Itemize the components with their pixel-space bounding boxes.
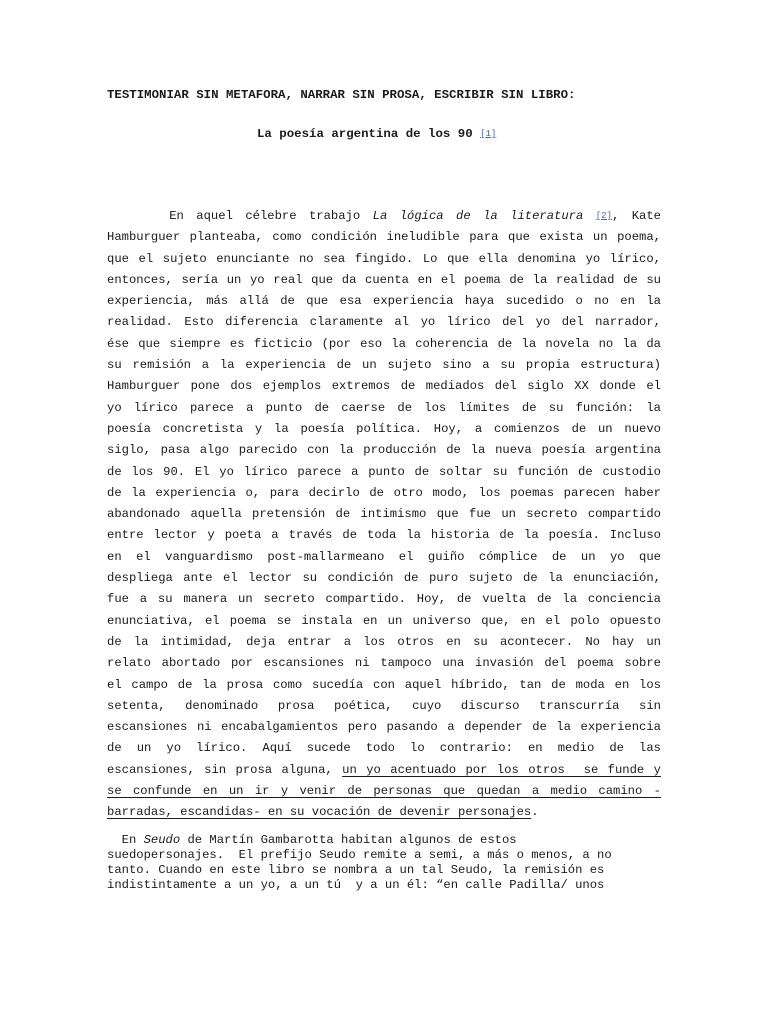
text-line: En aquel célebre trabajo La lógica de la literatura [2], Kate — [107, 209, 661, 223]
text-line — [107, 781, 661, 802]
text-line: de la intimidad, deja entrar a los otros en su acontecer. No hay un — [107, 634, 661, 649]
text-line: experiencia, más allá de que esa experiencia haya sucedido o no en la — [107, 294, 661, 309]
text-line: En Seudo de Martín Gambarotta habitan algunos de estos — [107, 833, 517, 847]
text-line: abandonado aquella pretensión de intimismo que fue un secreto compartido — [107, 507, 661, 522]
underlined-passage: se confunde en un ir y venir de personas que quedan a medio camino - — [107, 784, 661, 799]
text-line: entre lector y poeta a través de toda la historia de la poesía. Incluso — [107, 528, 661, 543]
text-line: entonces, sería un yo real que da cuenta en el poema de la realidad de su — [107, 272, 661, 287]
text-line: suedopersonajes. El prefijo Seudo remite a semi, a más o menos, a no — [107, 848, 612, 862]
document-subtitle — [257, 127, 496, 141]
text-line: Hamburguer planteaba, como condición ineludible para que exista un poema, — [107, 230, 661, 245]
document-title: TESTIMONIAR SIN METAFORA, NARRAR SIN PROSA, ESCRIBIR SIN LIBRO: — [107, 88, 576, 102]
text-line: su remisión a la experiencia de un sujeto sino a su propia estructura) — [107, 358, 661, 373]
text-line: en el vanguardismo post-mallarmeano el guiño cómplice de un yo que — [107, 549, 661, 564]
underlined-passage: barradas, escandidas- en su vocación de devenir personajes — [107, 805, 532, 820]
text-line: realidad. Esto diferencia claramente al yo lírico del yo del narrador, — [107, 315, 661, 330]
text-line: relato abortado por escansiones ni tampoco una invasión del poema sobre — [107, 656, 661, 671]
text-line: indistintamente a un yo, a un tú y a un él: “en calle Padilla/ unos — [107, 878, 605, 892]
text-line: el campo de la prosa como sucedía con aquel híbrido, tan de moda en los — [107, 677, 661, 692]
paragraph-1 — [107, 206, 661, 824]
text-line: que el sujeto enunciante no sea fingido. Lo que ella denomina yo lírico, — [107, 251, 661, 266]
subtitle-text: La poesía argentina de los 90 — [257, 127, 473, 141]
text-line: setenta, denominado prosa poética, cuyo discurso transcurría sin — [107, 698, 661, 713]
text-line: despliega ante el lector su condición de puro sujeto de la enunciación, — [107, 571, 661, 586]
text-line: poesía concretista y la poesía política. Hoy, a comienzos de un nuevo — [107, 421, 661, 436]
text-line: yo lírico parece a punto de caerse de los límites de su función: la — [107, 400, 661, 415]
book-title-italic: Seudo — [143, 833, 181, 847]
text-line: tanto. Cuando en este libro se nombra a un tal Seudo, la remisión es — [107, 863, 605, 877]
text-line: escansiones ni encabalgamientos pero pasando a depender de la experiencia — [107, 720, 661, 735]
underlined-passage: un yo acentuado por los otros se funde y — [342, 762, 661, 777]
text-line: Hamburguer pone dos ejemplos extremos de mediados del siglo XX donde el — [107, 379, 661, 394]
text-line: enunciativa, el poema se instala en un universo que, en el polo opuesto — [107, 613, 661, 628]
footnote-link-2[interactable]: [2] — [595, 211, 612, 221]
text-line: escansiones, sin prosa alguna, un yo acentuado por los otros se funde y — [107, 762, 661, 777]
text-line: barradas, escandidas- en su vocación de devenir personajes. — [107, 805, 539, 820]
book-title-italic: La lógica de la literatura — [372, 209, 584, 223]
paragraph-2 — [107, 833, 661, 893]
text-line: siglo, pasa algo parecido con la producción de la nueva poesía argentina — [107, 443, 661, 458]
text-line: de los 90. El yo lírico parece a punto de soltar su función de custodio — [107, 464, 661, 479]
footnote-link-1[interactable]: [1] — [480, 129, 497, 139]
text-line: de un yo lírico. Aquí sucede todo lo contrario: en medio de las — [107, 741, 661, 756]
text-line: ése que siempre es ficticio (por eso la coherencia de la novela no la da — [107, 336, 661, 351]
text-line: fue a su manera un secreto compartido. Hoy, de vuelta de la conciencia — [107, 592, 661, 607]
text-line: de la experiencia o, para decirlo de otro modo, los poemas parecen haber — [107, 485, 661, 500]
